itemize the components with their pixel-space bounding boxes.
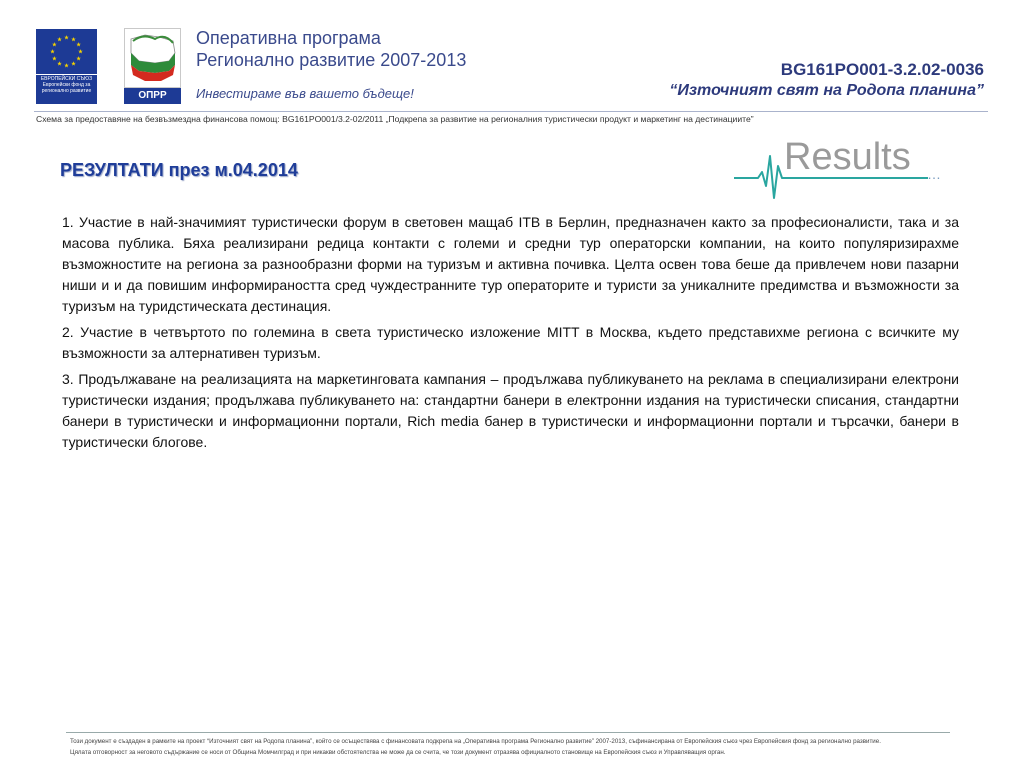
eu-star-icon (57, 37, 62, 41)
results-ellipsis: … (927, 166, 941, 182)
program-title-line: Оперативна програма (196, 28, 381, 48)
opr-logo (124, 28, 181, 104)
eu-star-icon (71, 61, 76, 65)
eu-star-icon (64, 63, 69, 67)
eu-caption-line: ЕВРОПЕЙСКИ СЪЮЗ (40, 76, 93, 82)
eu-star-icon (71, 37, 76, 41)
eu-caption-line: Европейски фонд за (42, 82, 91, 88)
eu-star-icon (57, 61, 62, 65)
eu-star-icon (50, 49, 55, 53)
footer-disclaimer: Цялата отговорност за неговото съдържание се носи от Община Момчилград и при никакви обстоятелства не може да се счита, че този документ отразява официалното становище на Европейския съюз и Управляващия орган. (70, 749, 726, 756)
result-paragraph: 1. Участие в най-значимият туристически форум в световен мащаб ITB в Берлин, предназначен както за професионалисти, така и за масова публика. Бяха реализирани редица контакти с големи и средни тур операторски компании, на които популяризирахме възможностите на региона за разнообразни форми на туризъм и активна почивка. Целта освен това беше да привлечем нови пазарни ниши и и да повишим информираността сред чуждестранните тур операторите и туристи за уникалните предимства и възможности за туризъм на туридстическата дестинация. (62, 214, 959, 314)
page-header (0, 0, 1024, 135)
project-name: “Източният свят на Родопа планина” (669, 82, 984, 99)
results-word: Results (784, 136, 911, 178)
footer-divider (66, 732, 950, 733)
eu-flag-icon (36, 29, 97, 74)
eu-caption-line: регионално развитие (41, 88, 92, 94)
results-content (62, 212, 959, 458)
opr-label: ОПРР (124, 88, 181, 104)
result-paragraph: 3. Продължаване на реализацията на маркетинговата кампания – продължава публикуването на реклама в специализирани електрони туристически издания; продължава публикуването на: стандартни банери в електронни издания на туристически списания, стандартни банери в туристически и информационни портали, Rich media банер в туристически и информационни портали и търсачки, банери в туристически блогове. (62, 371, 959, 450)
program-slogan: Инвестираме във вашето бъдеще! (196, 86, 414, 101)
eu-star-icon (52, 42, 57, 46)
eu-logo (36, 29, 97, 104)
eu-star-icon (64, 35, 69, 39)
results-graphic (732, 136, 952, 206)
result-paragraph: 2. Участие в четвъртото по големина в света туристическо изложение MITT в Москва, където представихме региона с всичките му възможности за алтернативен туризъм. (62, 324, 959, 361)
bulgaria-map-icon (124, 28, 181, 88)
eu-star-icon (76, 56, 81, 60)
eu-star-icon (78, 49, 83, 53)
program-title (196, 27, 466, 71)
project-code: BG161PO001-3.2.02-0036 (780, 60, 984, 79)
section-title: РЕЗУЛТАТИ през м.04.2014 (60, 160, 298, 180)
program-title-line: Регионално развитие 2007-2013 (196, 50, 467, 70)
eu-star-icon (76, 42, 81, 46)
footer-disclaimer: Този документ е създаден в рамките на проект “Източният свят на Родопа планина”, който се осъществява с финансовата подкрепа на „Оперативна програма Регионално развитие” 2007-2013, съфинансирана от Европейския съюз чрез Европейския фонд за регионално развитие. (70, 738, 881, 745)
eu-star-icon (52, 56, 57, 60)
eu-caption (36, 74, 97, 104)
scheme-text: Схема за предоставяне на безвъзмездна финансова помощ: BG161PO001/3.2-02/2011 „Подкрепа за развитие на регионалния туристически продукт и маркетинг на дестинациите” (36, 114, 754, 124)
header-divider (34, 111, 988, 112)
